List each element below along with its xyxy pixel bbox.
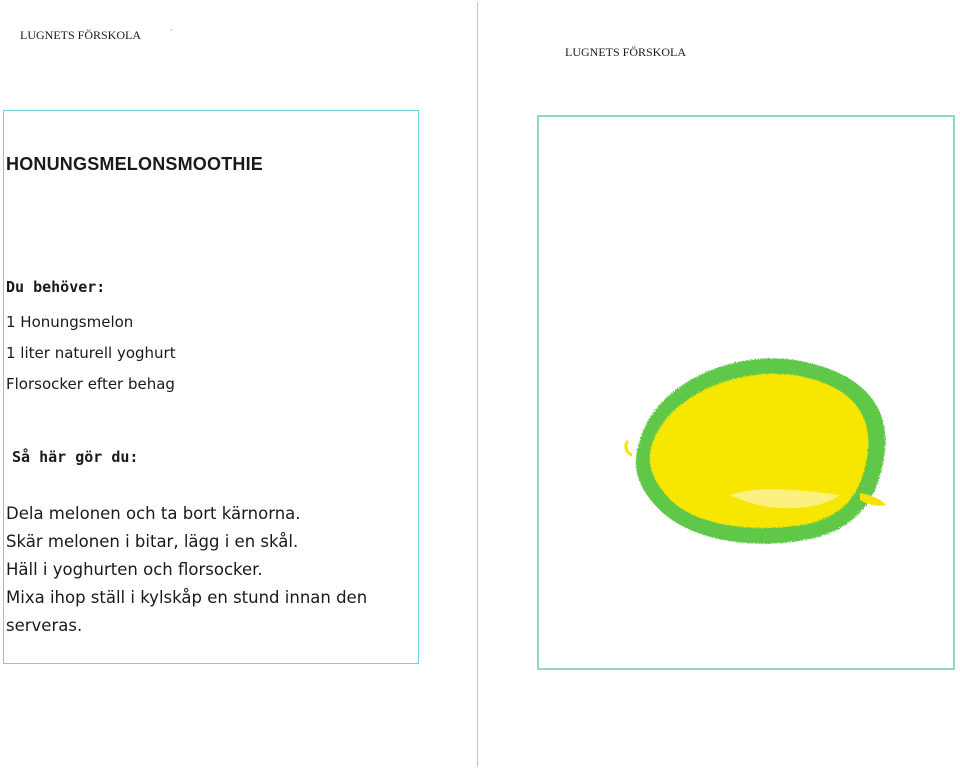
ingredients-heading: Du behöver:	[6, 278, 106, 296]
instruction-step: Dela melonen och ta bort kärnorna.	[6, 504, 301, 523]
instruction-step: Häll i yoghurten och florsocker.	[6, 560, 263, 579]
school-name-left: LUGNETS FÖRSKOLA	[20, 28, 142, 42]
instructions-heading: Så här gör du:	[12, 448, 139, 466]
ingredient-list	[6, 307, 176, 400]
instruction-step: Skär melonen i bitar, lägg i en skål.	[6, 532, 299, 551]
recipe-title: HONUNGSMELONSMOOTHIE	[6, 154, 264, 174]
ingredient-item: 1 liter naturell yoghurt	[6, 344, 176, 362]
page-divider	[477, 2, 478, 767]
melon-stem	[626, 441, 632, 455]
instruction-step: Mixa ihop ställ i kylskåp en stund innan den serveras.	[6, 588, 368, 635]
stray-mark: ·	[170, 26, 173, 35]
instruction-list	[6, 500, 416, 640]
ingredient-item: 1 Honungsmelon	[6, 313, 134, 331]
school-name-right: LUGNETS FÖRSKOLA	[565, 45, 687, 59]
melon-drawing	[610, 345, 900, 565]
ingredient-item: Florsocker efter behag	[6, 375, 175, 393]
